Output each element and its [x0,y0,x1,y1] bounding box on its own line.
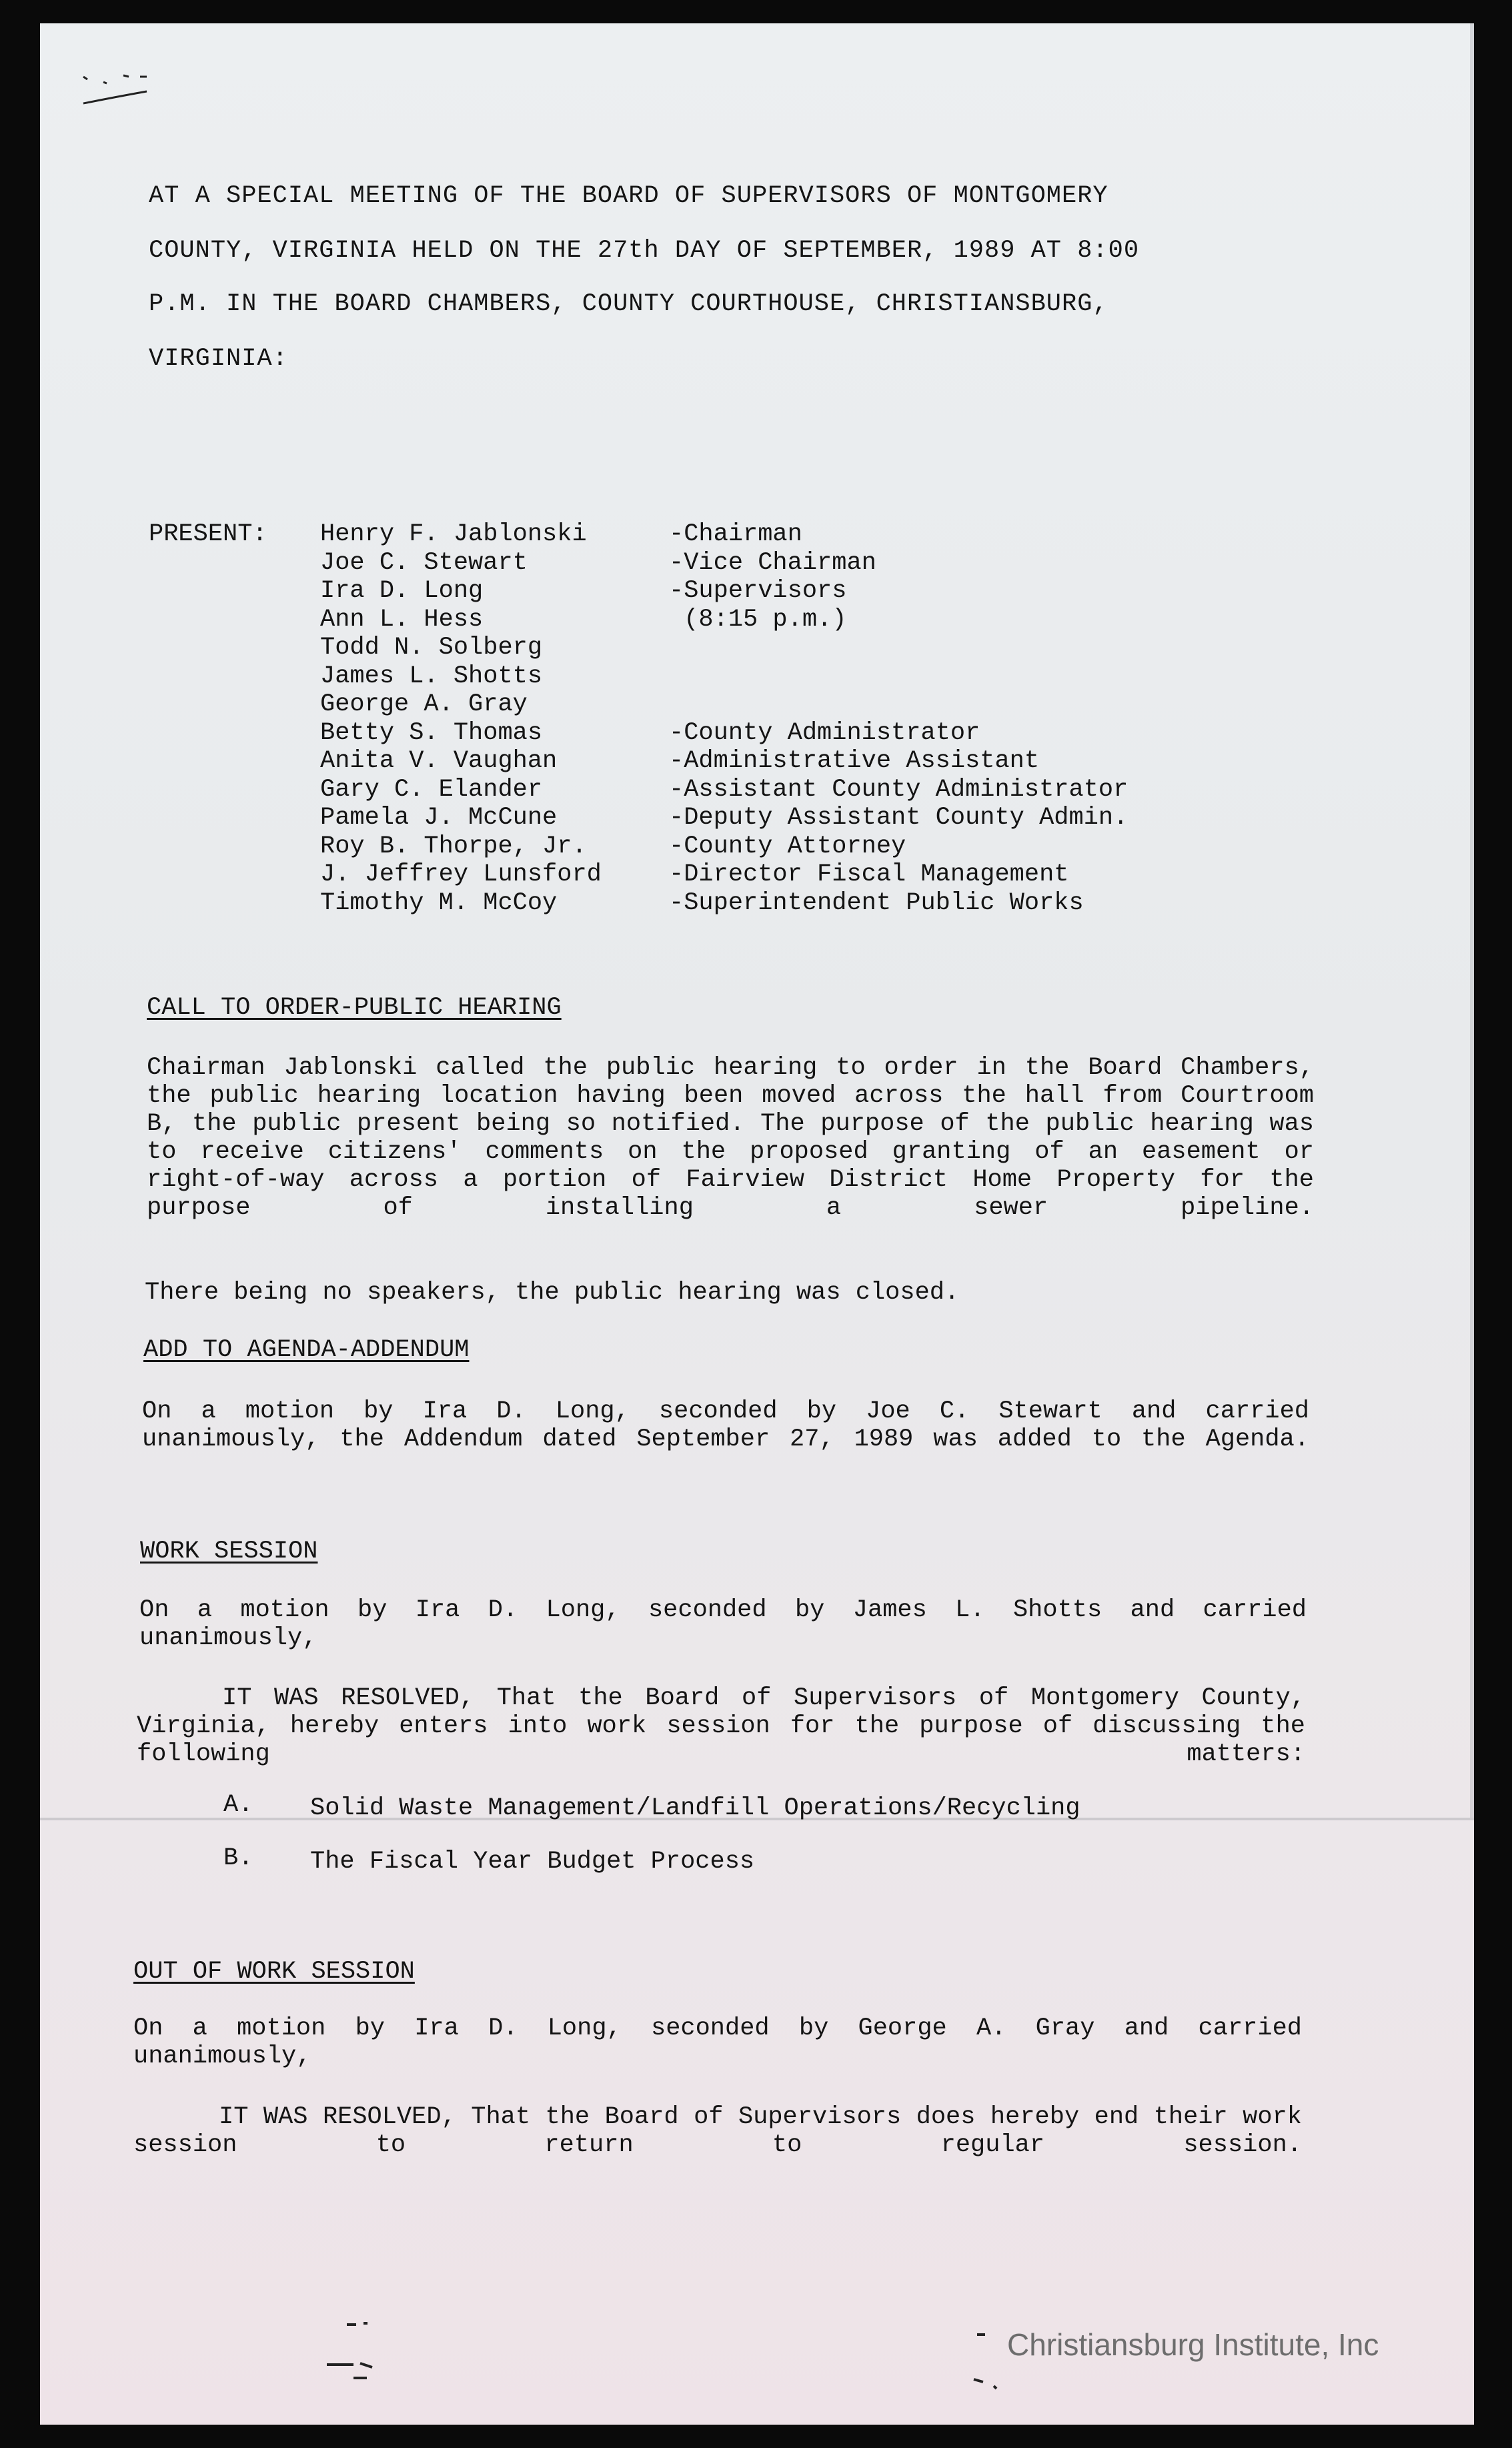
work-item-a-text: Solid Waste Management/Landfill Operations/Recycling [310,1794,1080,1822]
attendee-title: -Deputy Assistant County Admin. [669,804,1128,832]
attendee-name: Anita V. Vaughan [320,747,558,775]
header-line-1: AT A SPECIAL MEETING OF THE BOARD OF SUPERVISORS OF MONTGOMERY [149,182,1108,210]
ink-marks-top [77,57,170,110]
attendee-title [669,634,1128,662]
section-title-work-session: WORK SESSION [140,1538,318,1566]
header-line-4: VIRGINIA: [149,345,288,373]
attendee-title [669,662,1128,691]
attendee-title: (8:15 p.m.) [669,605,847,634]
attendee-title: -County Administrator [669,718,980,747]
section-title-add-to-agenda: ADD TO AGENDA-ADDENDUM [143,1336,470,1364]
attendee-names [320,520,602,917]
work-session-resolution: IT WAS RESOLVED, That the Board of Supervisors of Montgomery County, Virginia, hereby enters into work session for the purpose of discussing the following matters: [137,1684,1305,1768]
add-to-agenda-body: On a motion by Ira D. Long, seconded by Joe C. Stewart and carried unanimously, the Addendum dated September 27, 1989 was added to the Agenda. [142,1397,1309,1453]
work-item-b-letter: B. [223,1844,253,1872]
attendee-name: Betty S. Thomas [320,718,543,747]
section-title-call-to-order: CALL TO ORDER-PUBLIC HEARING [147,994,562,1022]
attendee-title: -Vice Chairman [669,548,876,577]
attendee-title [669,690,1128,719]
attendee-name: Ira D. Long [320,577,484,605]
attendee-title: -Supervisors [669,577,847,605]
public-hearing-closed-text: There being no speakers, the public hearing was closed. [145,1279,960,1307]
attendee-name: Henry F. Jablonski [320,520,587,548]
work-item-b-text: The Fiscal Year Budget Process [310,1848,755,1876]
work-session-motion: On a motion by Ira D. Long, seconded by James L. Shotts and carried unanimously, [139,1596,1307,1652]
watermark-text: Christiansburg Institute, Inc [1007,2327,1379,2362]
attendee-name: Timothy M. McCoy [320,888,558,917]
header-line-3: P.M. IN THE BOARD CHAMBERS, COUNTY COURTHOUSE, CHRISTIANSBURG, [149,290,1108,318]
call-to-order-body: Chairman Jablonski called the public hearing to order in the Board Chambers, the public hearing location having been moved across the hall from Courtroom B, the public present being so notified. The purpose of the public hearing was to receive citizens' comments on the proposed granting of an easement or right-of-way across a portion of Fairview District Home Property for the purpose of installing a sewer pipeline. [147,1054,1314,1222]
attendee-name: Todd N. Solberg [320,634,543,662]
attendee-title: -Assistant County Administrator [669,775,1128,804]
attendee-name: Ann L. Hess [320,605,484,634]
attendee-name: James L. Shotts [320,662,543,690]
attendee-name: Pamela J. McCune [320,804,558,832]
attendee-title: -Chairman [669,520,802,548]
attendee-title: -Director Fiscal Management [669,860,1069,888]
attendee-name: Roy B. Thorpe, Jr. [320,832,587,860]
attendee-name: Gary C. Elander [320,775,543,804]
attendee-name: J. Jeffrey Lunsford [320,860,602,888]
paper-edge-shadow [1470,23,1474,1818]
attendee-titles [669,520,1128,917]
document-page [40,23,1474,2425]
attendee-name: George A. Gray [320,690,528,718]
work-item-a-letter: A. [223,1791,253,1819]
out-of-work-session-motion: On a motion by Ira D. Long, seconded by George A. Gray and carried unanimously, [133,2014,1302,2070]
out-of-work-session-resolution: IT WAS RESOLVED, That the Board of Supervisors does hereby end their work session to return to regular session. [133,2103,1302,2159]
attendee-title: -Administrative Assistant [669,747,1040,775]
ink-marks-bottom [307,2305,427,2385]
ink-marks-corner [970,2325,1010,2391]
attendee-name: Joe C. Stewart [320,548,528,577]
section-title-out-of-work-session: OUT OF WORK SESSION [133,1958,415,1986]
present-label: PRESENT: [149,520,267,548]
header-line-2: COUNTY, VIRGINIA HELD ON THE 27th DAY OF SEPTEMBER, 1989 AT 8:00 [149,237,1140,265]
attendee-title: -County Attorney [669,832,906,860]
attendee-title: -Superintendent Public Works [669,888,1084,917]
